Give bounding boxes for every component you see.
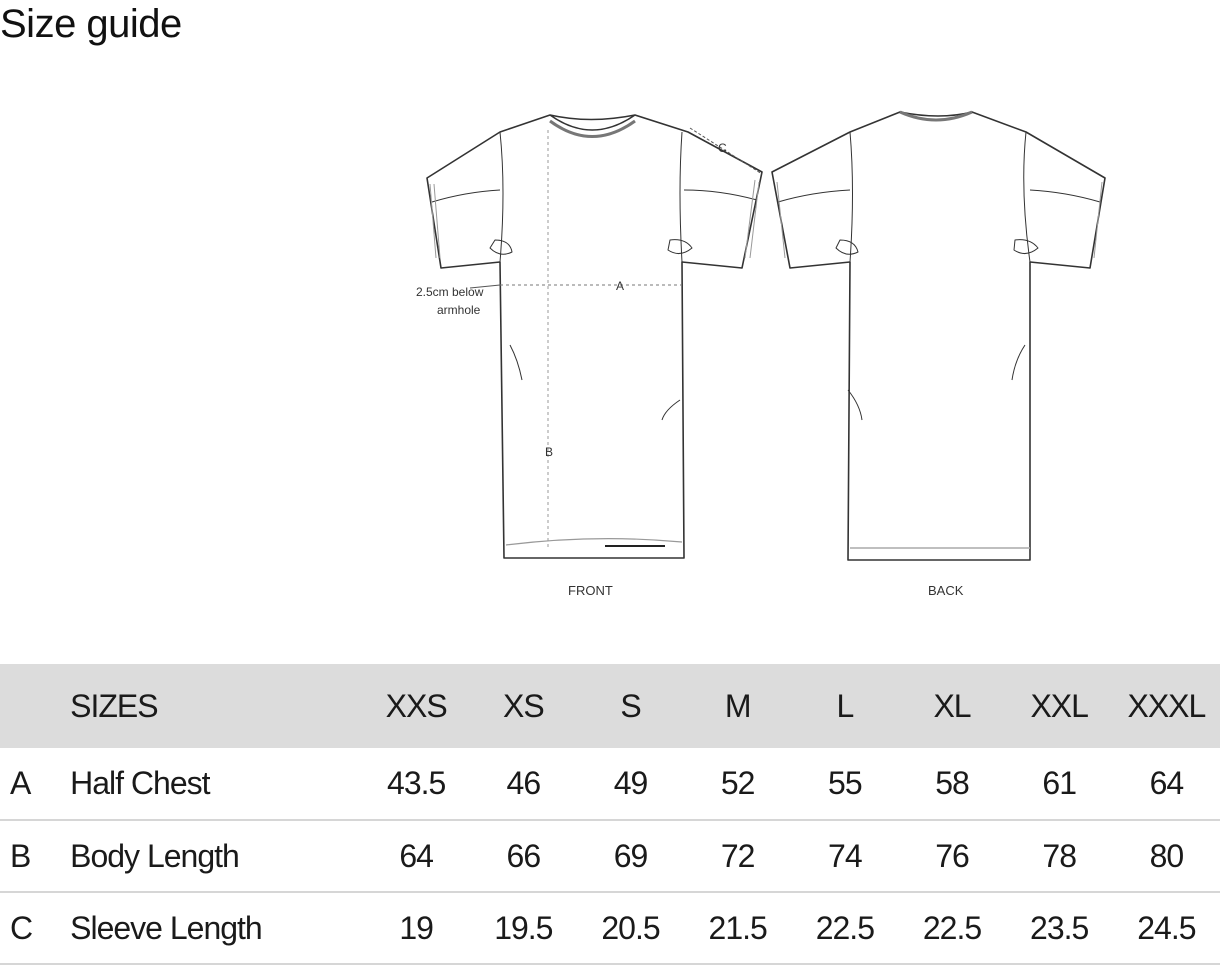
row-measure: Body Length	[70, 837, 239, 874]
back-tshirt	[772, 112, 1105, 560]
table-cell: 52	[720, 765, 755, 801]
armhole-note-line2: armhole	[437, 303, 481, 317]
row-code: A	[10, 765, 31, 801]
measure-a-label: A	[616, 279, 625, 293]
table-cell: 64	[399, 837, 433, 874]
front-label: FRONT	[568, 583, 613, 598]
table-row-sleeve-length	[0, 892, 1220, 964]
table-cell: 78	[1042, 837, 1076, 874]
size-header-xs: XS	[502, 687, 544, 724]
page-title: Size guide	[0, 2, 182, 46]
table-cell: 43.5	[387, 765, 446, 801]
sizes-header: SIZES	[70, 687, 158, 724]
table-cell: 80	[1149, 837, 1184, 874]
table-cell: 20.5	[601, 909, 660, 946]
back-label: BACK	[928, 583, 964, 598]
table-cell: 69	[613, 837, 648, 874]
table-cell: 49	[613, 765, 648, 801]
armhole-note-line1: 2.5cm below	[416, 285, 484, 299]
table-cell: 21.5	[708, 909, 767, 946]
table-row-half-chest	[0, 748, 1220, 820]
header-code-cell	[0, 664, 70, 748]
size-header-s: S	[620, 687, 641, 724]
table-cell: 22.5	[922, 909, 982, 946]
size-header-xxl: XXL	[1030, 687, 1088, 724]
table-row-body-length	[0, 820, 1220, 892]
table-cell: 76	[935, 837, 969, 874]
measure-c-label: C	[718, 141, 727, 155]
row-measure: Half Chest	[70, 765, 210, 801]
row-code: C	[10, 909, 33, 946]
measure-b-label: B	[545, 445, 554, 459]
table-cell: 19.5	[494, 909, 553, 946]
table-cell: 64	[1149, 765, 1184, 801]
size-table	[0, 664, 1220, 965]
tshirt-diagram	[400, 90, 1140, 620]
size-header-row	[0, 664, 1220, 748]
size-header-l: L	[836, 687, 854, 724]
table-cell: 46	[506, 765, 541, 801]
table-cell: 58	[935, 765, 969, 801]
table-cell: 23.5	[1030, 909, 1089, 946]
size-header-xl: XL	[933, 687, 971, 724]
table-cell: 66	[506, 837, 541, 874]
front-tshirt	[427, 115, 762, 558]
row-code: B	[10, 837, 31, 874]
table-cell: 61	[1042, 765, 1076, 801]
row-measure: Sleeve Length	[70, 909, 262, 946]
table-cell: 22.5	[815, 909, 874, 946]
size-header-xxs: XXS	[385, 687, 447, 724]
tshirt-illustration	[400, 90, 1140, 620]
table-cell: 19	[399, 909, 433, 946]
table-cell: 55	[828, 765, 862, 801]
table-cell: 74	[828, 837, 862, 874]
table-cell: 72	[720, 837, 755, 874]
size-header-xxxl: XXXL	[1127, 687, 1206, 724]
table-cell: 24.5	[1137, 909, 1196, 946]
size-header-m: M	[724, 687, 751, 724]
